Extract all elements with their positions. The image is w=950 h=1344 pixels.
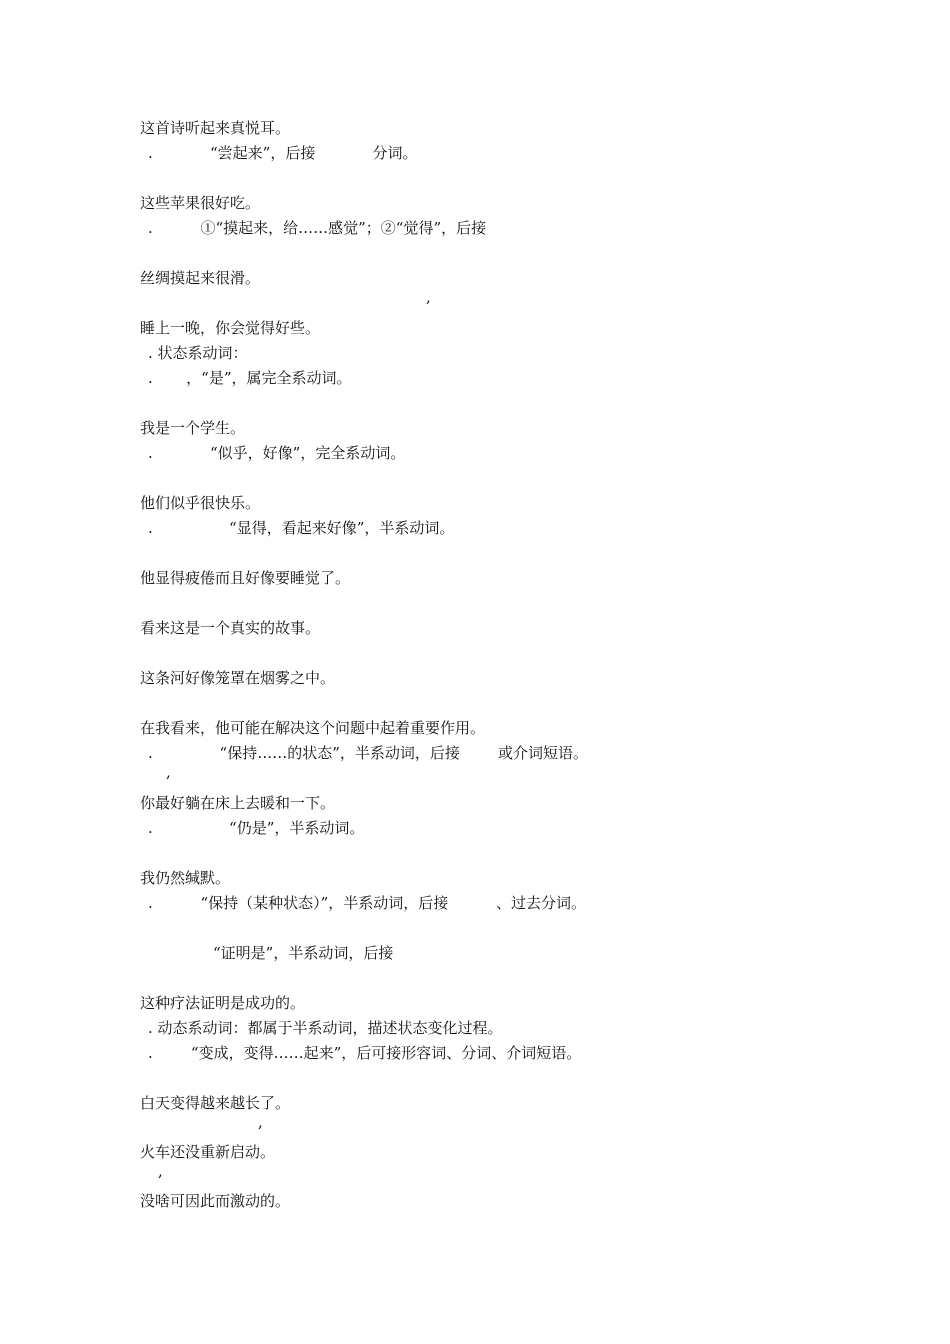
- stray-comma: ,: [426, 288, 431, 306]
- example-sentence: 这条河好像笼罩在烟雾之中。: [140, 669, 336, 687]
- verb-definition: . ，“是”，属完全系动词。: [148, 369, 352, 387]
- example-sentence: 没啥可因此而激动的。: [140, 1192, 291, 1210]
- stray-comma: ,: [158, 1162, 163, 1180]
- example-sentence: 白天变得越来越长了。: [140, 1094, 291, 1112]
- example-sentence: 我仍然缄默。: [140, 869, 231, 887]
- example-sentence: 他显得疲倦而且好像要睡觉了。: [140, 569, 351, 587]
- example-sentence: 火车还没重新启动。: [140, 1143, 276, 1161]
- verb-definition: . “保持（某种状态）”，半系动词，后接 、过去分词。: [148, 894, 586, 912]
- section-heading: . 动态系动词：都属于半系动词，描述状态变化过程。: [148, 1019, 503, 1037]
- verb-definition: . “变成，变得……起来”，后可接形容词、分词、介词短语。: [148, 1044, 582, 1062]
- example-sentence: 在我看来，他可能在解决这个问题中起着重要作用。: [140, 719, 486, 737]
- verb-definition: . “显得，看起来好像”，半系动词。: [148, 519, 455, 537]
- stray-comma: ,: [258, 1113, 263, 1131]
- verb-definition: . “仍是”，半系动词。: [148, 819, 365, 837]
- example-sentence: 看来这是一个真实的故事。: [140, 619, 321, 637]
- example-sentence: 这首诗听起来真悦耳。: [140, 119, 291, 137]
- example-sentence: 这些苹果很好吃。: [140, 194, 261, 212]
- example-sentence: 睡上一晚，你会觉得好些。: [140, 319, 321, 337]
- example-sentence: 他们似乎很快乐。: [140, 494, 261, 512]
- verb-definition: . “保持……的状态”，半系动词，后接 或介词短语。: [148, 744, 589, 762]
- example-sentence: 这种疗法证明是成功的。: [140, 994, 306, 1012]
- verb-definition: . “似乎，好像”，完全系动词。: [148, 444, 406, 462]
- section-heading: . 状态系动词：: [148, 344, 248, 362]
- verb-definition: . ①“摸起来，给……感觉”；②“觉得”，后接: [148, 219, 487, 237]
- verb-definition: “证明是”，半系动词，后接: [213, 944, 394, 962]
- example-sentence: 我是一个学生。: [140, 419, 246, 437]
- verb-definition: . “尝起来”，后接 分词。: [148, 144, 418, 162]
- example-sentence: 丝绸摸起来很滑。: [140, 269, 261, 287]
- stray-comma: ,: [166, 763, 171, 781]
- example-sentence: 你最好躺在床上去暖和一下。: [140, 794, 336, 812]
